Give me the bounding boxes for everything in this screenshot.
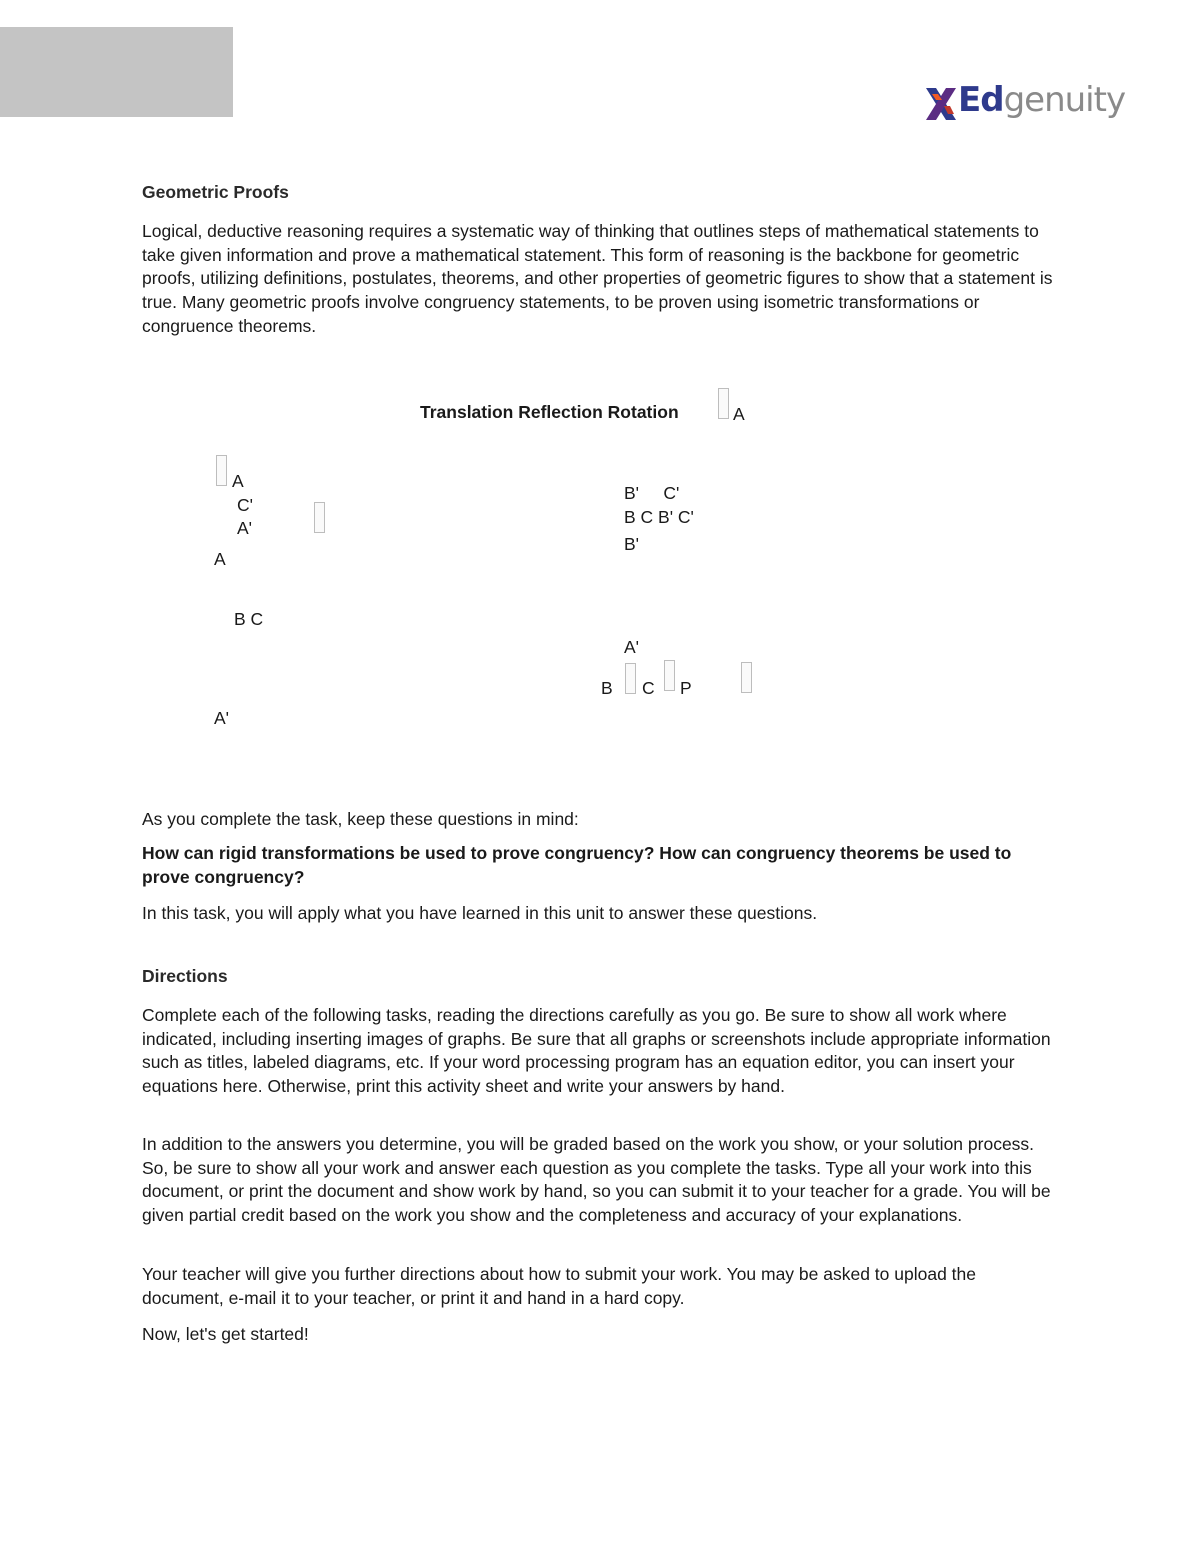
missing-image-placeholder <box>314 502 325 533</box>
directions-paragraph-2: In addition to the answers you determine, you will be graded based on the work you show, or your solution process. So, be sure to show all your work and answer each question as you complete the tasks. Type all your work into this document, or print the document and show work by hand, so you can submit it to your teacher for a grade. You will be given partial credit based on the work you show and the completeness and accuracy of your explanations. <box>142 1134 1056 1226</box>
right-label-a-prime: A' <box>624 637 640 657</box>
questions-follow: In this task, you will apply what you have learned in this unit to answer these questions. <box>142 903 818 923</box>
right-label-c: C <box>642 678 655 698</box>
missing-image-placeholder <box>625 663 636 694</box>
page-title: Geometric Proofs <box>142 182 289 202</box>
left-label-a: A <box>232 471 244 491</box>
diagram-title-label-a: A <box>733 404 745 424</box>
logo-ed: Ed <box>958 80 1004 120</box>
missing-image-placeholder <box>718 388 729 419</box>
missing-image-placeholder <box>741 662 752 693</box>
diagram-title-text: Translation Reflection Rotation <box>420 402 679 422</box>
edgenuity-x-icon <box>924 86 958 122</box>
diagram-title <box>420 402 688 423</box>
questions-lead: As you complete the task, keep these questions in mind: <box>142 809 579 829</box>
right-label-p: P <box>680 678 692 698</box>
right-label-line3: B' <box>624 534 640 554</box>
left-label-a-prime: A' <box>237 518 253 538</box>
right-label-b: B <box>601 678 613 698</box>
left-label-a-2: A <box>214 549 226 569</box>
essential-questions: How can rigid transformations be used to prove congruency? How can congruency theorems be used to prove congruency? <box>142 843 1017 887</box>
left-label-bc: B C <box>234 609 264 629</box>
missing-image-placeholder <box>216 455 227 486</box>
left-label-a-prime-2: A' <box>214 708 230 728</box>
directions-paragraph-1: Complete each of the following tasks, reading the directions carefully as you go. Be sure to show all work where indicated, including inserting images of graphs. Be sure that all graphs or screenshots include appropriate information such as titles, labeled diagrams, etc. If your word processing program has an equation editor, you can insert your equations here. Otherwise, print this activity sheet and write your answers by hand. <box>142 1005 1056 1097</box>
header-gray-block <box>0 27 233 117</box>
directions-heading: Directions <box>142 966 228 986</box>
edgenuity-wordmark <box>958 80 1125 120</box>
directions-paragraph-4: Now, let's get started! <box>142 1324 309 1344</box>
logo-genuity: genuity <box>1003 80 1126 120</box>
edgenuity-logo <box>924 80 1126 128</box>
right-label-line1: B' C' <box>624 483 680 503</box>
directions-paragraph-3: Your teacher will give you further directions about how to submit your work. You may be asked to upload the document, e-mail it to your teacher, or print it and hand in a hard copy. <box>142 1264 981 1308</box>
missing-image-placeholder <box>664 660 675 691</box>
right-label-line2: B C B' C' <box>624 507 694 527</box>
intro-paragraph: Logical, deductive reasoning requires a systematic way of thinking that outlines steps of mathematical statements to take given information and prove a mathematical statement. This form of reasoning is the backbone for geometric proofs, utilizing definitions, postulates, theorems, and other properties of geometric figures to show that a statement is true. Many geometric proofs involve congruency statements, to be proven using isometric transformations or congruence theorems. <box>142 221 1058 336</box>
left-label-c-prime: C' <box>237 495 253 515</box>
